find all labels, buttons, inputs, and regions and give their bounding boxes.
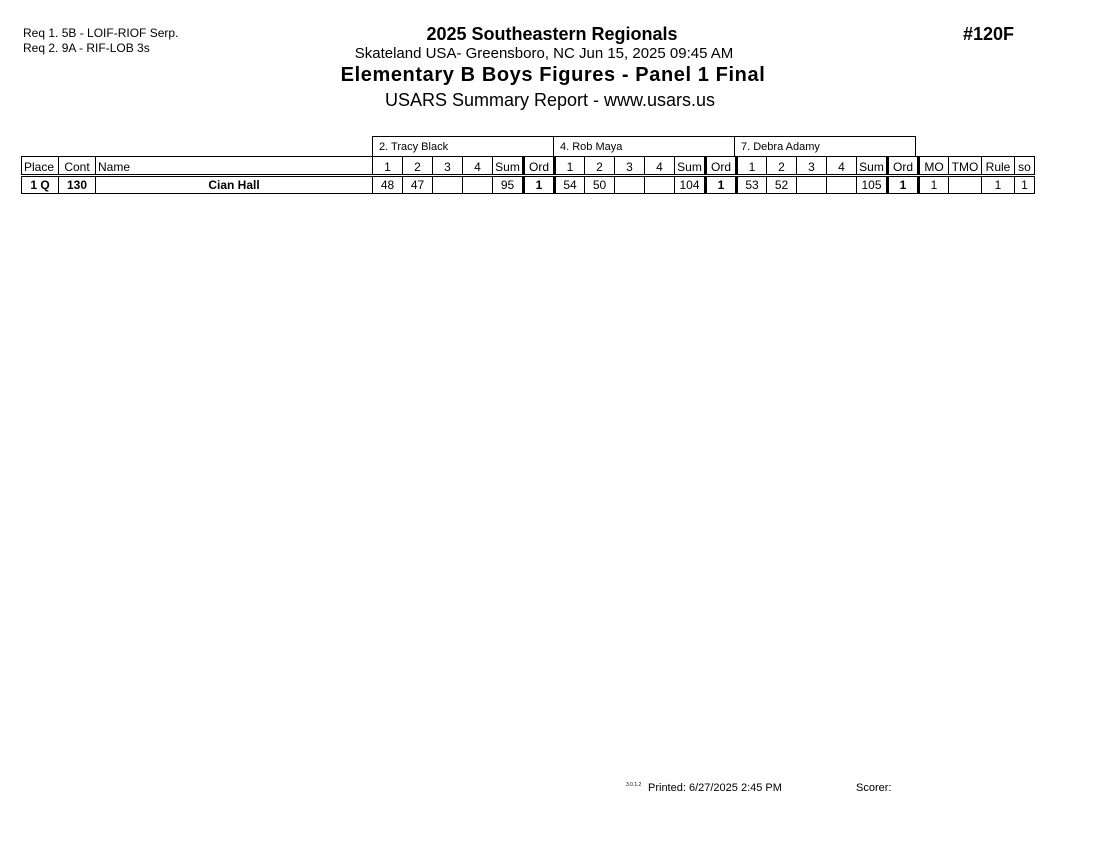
judge-1-header: 2. Tracy Black [372,136,554,156]
requirement-1: Req 1. 5B - LOIF-RIOF Serp. [23,26,179,40]
cell-ord: 1 [888,176,919,194]
col-j3-2: 2 [767,157,797,176]
col-name: Name [96,157,373,176]
col-j2-4: 4 [645,157,675,176]
cell-score [615,176,645,194]
judge-2-header: 4. Rob Maya [553,136,735,156]
col-j2-sum: Sum [675,157,706,176]
cell-score: 47 [403,176,433,194]
col-j1-4: 4 [463,157,493,176]
cell-name: Cian Hall [96,176,373,194]
judge-3-header: 7. Debra Adamy [734,136,916,156]
col-j3-4: 4 [827,157,857,176]
cell-score [827,176,857,194]
report-title: USARS Summary Report - www.usars.us [384,90,716,110]
col-j1-sum: Sum [493,157,524,176]
competition-title: 2025 Southeastern Regionals [426,24,678,44]
venue-date: Skateland USA- Greensboro, NC Jun 15, 2025 09:45 AM [354,45,734,62]
col-place: Place [22,157,59,176]
col-j3-sum: Sum [857,157,888,176]
cell-place: 1 Q [22,176,59,194]
event-number: #120F [963,24,1015,44]
version-mark: 3.0.1.2 [626,782,642,788]
col-j3-ord: Ord [888,157,919,176]
cell-score: 52 [767,176,797,194]
cell-score: 48 [373,176,403,194]
col-j2-3: 3 [615,157,645,176]
col-j3-1: 1 [737,157,767,176]
col-j2-2: 2 [585,157,615,176]
cell-score [645,176,675,194]
table-row [22,176,1035,194]
col-mo: MO [919,157,949,176]
cell-score: 53 [737,176,767,194]
cell-mo: 1 [919,176,949,194]
col-j1-2: 2 [403,157,433,176]
cell-score [433,176,463,194]
col-rule: Rule [982,157,1015,176]
col-cont: Cont [59,157,96,176]
results-table [21,156,1035,194]
cell-sum: 104 [675,176,706,194]
col-j1-ord: Ord [524,157,555,176]
col-j2-ord: Ord [706,157,737,176]
cell-ord: 1 [706,176,737,194]
cell-sum: 95 [493,176,524,194]
col-j1-3: 3 [433,157,463,176]
header-row [22,157,1035,176]
cell-score: 50 [585,176,615,194]
printed-timestamp: Printed: 6/27/2025 2:45 PM [648,782,782,794]
scorer-label: Scorer: [856,782,892,794]
cell-rule: 1 [982,176,1015,194]
cell-cont: 130 [59,176,96,194]
cell-score [797,176,827,194]
col-j3-3: 3 [797,157,827,176]
cell-sum: 105 [857,176,888,194]
col-tmo: TMO [949,157,982,176]
cell-so: 1 [1015,176,1035,194]
cell-tmo [949,176,982,194]
col-j2-1: 1 [555,157,585,176]
requirement-2: Req 2. 9A - RIF-LOB 3s [23,41,150,55]
cell-score: 54 [555,176,585,194]
cell-ord: 1 [524,176,555,194]
col-j1-1: 1 [373,157,403,176]
col-so: so [1015,157,1035,176]
event-title: Elementary B Boys Figures - Panel 1 Final [340,64,766,86]
cell-score [463,176,493,194]
